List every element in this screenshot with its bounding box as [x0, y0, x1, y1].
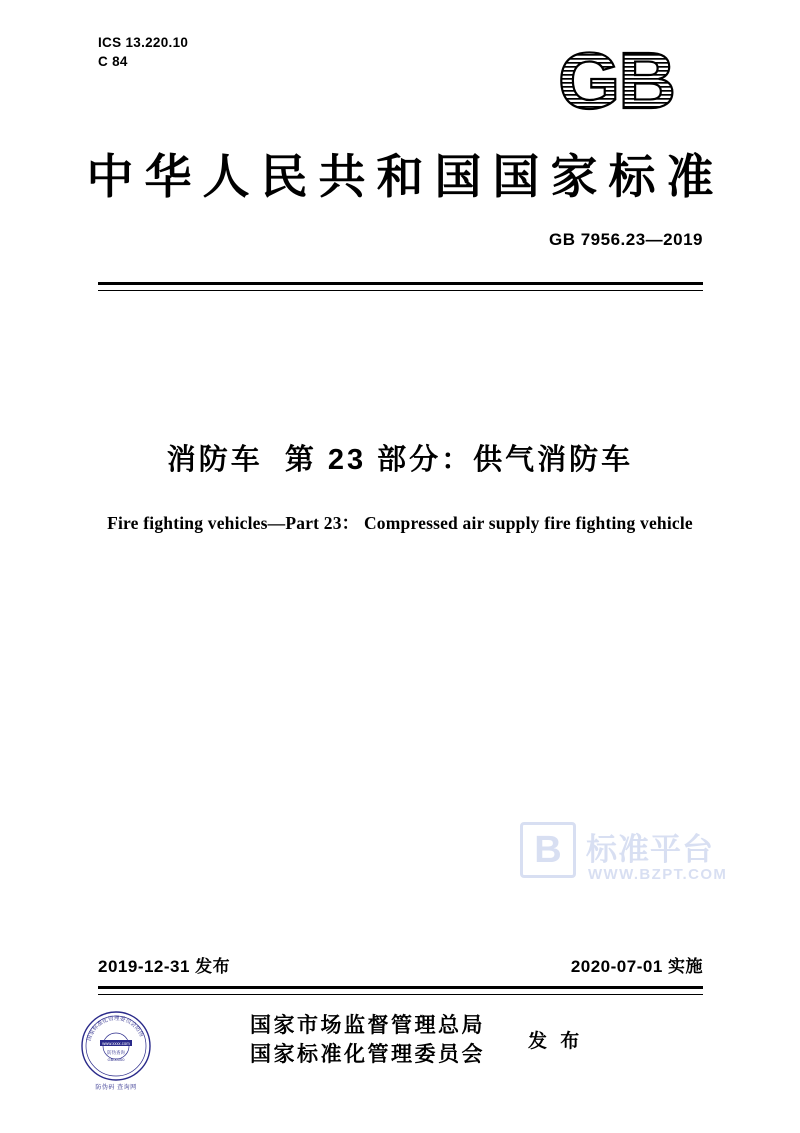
issuer-block — [250, 1011, 485, 1069]
ics-code: ICS 13.220.10 — [98, 35, 189, 50]
document-title-chinese — [0, 437, 800, 478]
classification-block — [98, 33, 188, 71]
seal-caption: 防伪码 查询网 — [95, 1085, 137, 1091]
document-title-chinese-part: 第 23 部分：供气消防车 — [284, 444, 634, 476]
watermark — [520, 822, 740, 892]
header-divider-thick — [98, 282, 703, 285]
svg-text:国家标准化管理委员会防伪: 国家标准化管理委员会防伪 — [86, 1015, 145, 1042]
footer-divider-thick — [98, 986, 703, 989]
issuer-line-2: 国家标准化管理委员会 — [250, 1043, 485, 1066]
svg-text:GB00000: GB00000 — [107, 1057, 125, 1062]
page-title: 中华人民共和国国家标准 — [86, 150, 725, 203]
svg-text:GB: GB — [558, 42, 674, 120]
watermark-logo-icon: B — [520, 822, 576, 878]
watermark-brand: 标准平台 — [586, 832, 714, 867]
svg-text:防伪查询: 防伪查询 — [107, 1050, 125, 1055]
document-title-english: Fire fighting vehicles—Part 23： Compressed air supply fire fighting vehicle — [107, 513, 693, 533]
header-divider-thin — [98, 290, 703, 291]
document-title-chinese-main: 消防车 — [166, 444, 263, 476]
official-seal-icon — [80, 1010, 152, 1082]
svg-text:www.xxxx.com: www.xxxx.com — [102, 1041, 130, 1046]
watermark-url: WWW.BZPT.COM — [588, 866, 728, 883]
footer-divider-thin — [98, 994, 703, 995]
issue-date: 2019-12-31 发布 — [98, 957, 231, 976]
standard-number: GB 7956.23—2019 — [549, 230, 703, 249]
implementation-date: 2020-07-01 实施 — [570, 957, 703, 976]
ccs-code: C 84 — [98, 54, 128, 69]
issuer-line-1: 国家市场监督管理总局 — [250, 1014, 485, 1037]
gb-logo-icon — [558, 42, 708, 120]
issue-word: 发 布 — [528, 1031, 584, 1052]
